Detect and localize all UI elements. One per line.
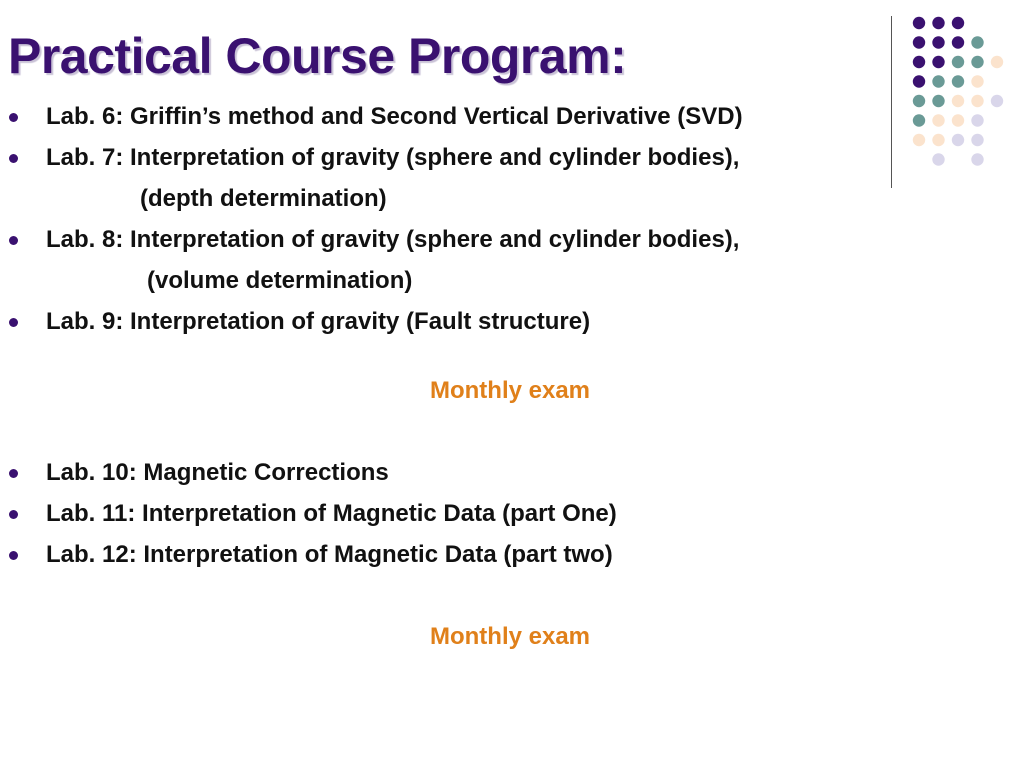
decorative-dot xyxy=(991,95,1003,107)
decorative-dot xyxy=(932,56,944,68)
decorative-dot xyxy=(932,153,944,165)
list-item-lab-8-continuation: (volume determination) xyxy=(147,267,413,294)
decorative-dot xyxy=(971,153,983,165)
decorative-dot xyxy=(971,114,983,126)
decorative-dot xyxy=(932,17,944,29)
list-item-lab-10: Lab. 10: Magnetic Corrections xyxy=(46,459,389,486)
decorative-dot xyxy=(991,56,1003,68)
decorative-dot xyxy=(971,56,983,68)
list-item-lab-7-continuation: (depth determination) xyxy=(140,185,387,212)
decorative-dot xyxy=(913,134,925,146)
list-item-lab-11: Lab. 11: Interpretation of Magnetic Data (part One) xyxy=(46,500,617,527)
decorative-dot xyxy=(971,134,983,146)
decorative-dot xyxy=(932,95,944,107)
decorative-dot xyxy=(932,36,944,48)
vertical-divider xyxy=(891,16,892,188)
slide-title: Practical Course Program: xyxy=(8,28,627,84)
decorative-dot xyxy=(971,95,983,107)
decorative-dot xyxy=(971,36,983,48)
decorative-dot xyxy=(952,95,964,107)
list-item-lab-12: Lab. 12: Interpretation of Magnetic Data (part two) xyxy=(46,541,613,568)
decorative-dot xyxy=(952,56,964,68)
decorative-dot xyxy=(932,114,944,126)
bullet-dot xyxy=(9,113,18,122)
decorative-dot xyxy=(913,36,925,48)
list-item-lab-7: Lab. 7: Interpretation of gravity (sphere and cylinder bodies), xyxy=(46,144,740,171)
decorative-dot-grid xyxy=(912,16,1012,176)
monthly-exam-label: Monthly exam xyxy=(429,623,591,650)
monthly-exam-label: Monthly exam xyxy=(429,377,591,404)
decorative-dot xyxy=(952,114,964,126)
decorative-dot xyxy=(913,95,925,107)
decorative-dot xyxy=(952,134,964,146)
bullet-dot xyxy=(9,154,18,163)
decorative-dot xyxy=(952,36,964,48)
decorative-dot xyxy=(913,17,925,29)
decorative-dot xyxy=(913,75,925,87)
bullet-dot xyxy=(9,236,18,245)
decorative-dot xyxy=(932,75,944,87)
decorative-dot xyxy=(913,114,925,126)
list-item-lab-6: Lab. 6: Griffin’s method and Second Vertical Derivative (SVD) xyxy=(46,103,743,130)
bullet-dot xyxy=(9,551,18,560)
bullet-dot xyxy=(9,469,18,478)
bullet-dot xyxy=(9,510,18,519)
list-item-lab-9: Lab. 9: Interpretation of gravity (Fault structure) xyxy=(46,308,591,335)
decorative-dot xyxy=(971,75,983,87)
decorative-dot xyxy=(952,17,964,29)
decorative-dot xyxy=(932,134,944,146)
decorative-dot xyxy=(952,75,964,87)
list-item-lab-8: Lab. 8: Interpretation of gravity (sphere and cylinder bodies), xyxy=(46,226,740,253)
bullet-dot xyxy=(9,318,18,327)
decorative-dot xyxy=(913,56,925,68)
